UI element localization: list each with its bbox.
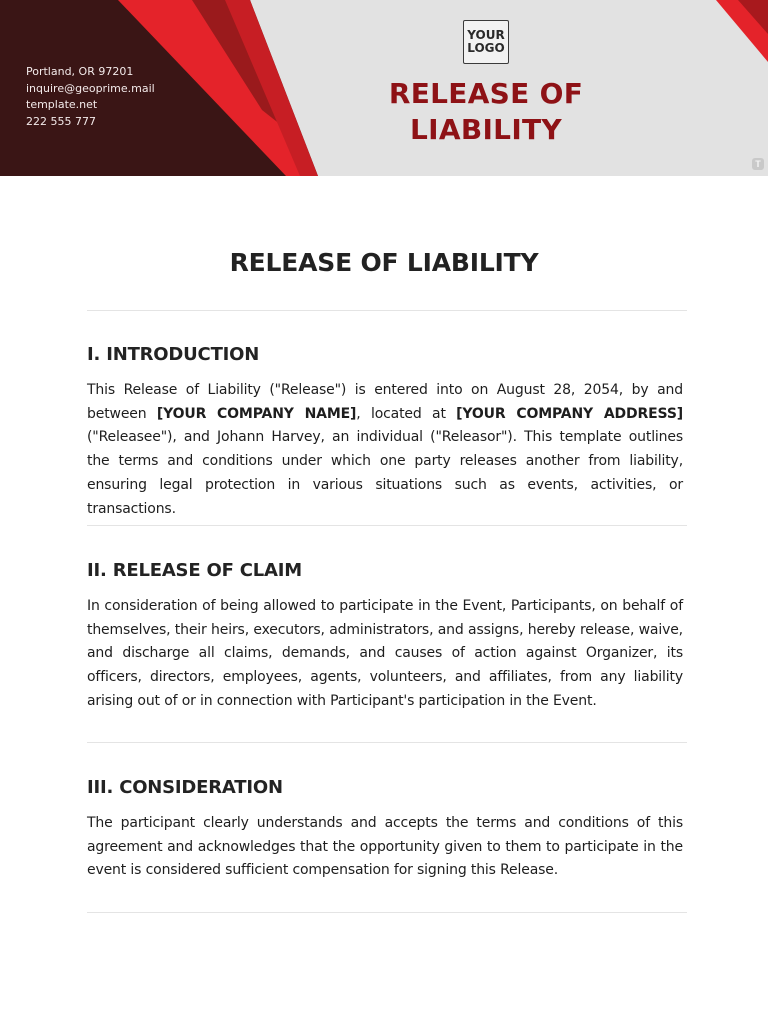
section-consideration [87, 777, 683, 883]
divider [87, 912, 687, 913]
template-mark-icon: T [752, 158, 764, 170]
company-address-placeholder: [YOUR COMPANY ADDRESS] [456, 405, 684, 422]
logo-placeholder [463, 20, 509, 64]
section-body: In consideration of being allowed to participate in the Event, Participants, on behalf of themselves, their heirs, executors, administrators, and assigns, hereby release, waive, and discharge all claims, demands, and causes of action against Organizer, its officers, directors, employees, agents, volunteers, and affiliates, from any liability arising out of or in connection with Participant's participation in the Event. [87, 598, 683, 709]
contact-phone: 222 555 777 [26, 114, 96, 128]
section-body: This Release of Liability ("Release") is entered into on August 28, 2054, by and between [YOUR COMPANY NAME], located at [YOUR COMPANY ADDRESS] ("Releasee"), and Johann Harvey, an individual ("Releasor"). This template outlines the terms and conditions under which one party releases another from liability, ensuring legal protection in various situations such as events, activities, or transactions. [87, 382, 684, 517]
contact-email: inquire@geoprime.mail [26, 81, 155, 95]
header-title-line1: RELEASE OF [388, 77, 584, 110]
section-heading: I. INTRODUCTION [87, 344, 260, 365]
logo-text-line2: LOGO [467, 41, 505, 55]
divider [87, 310, 687, 311]
section-introduction [87, 344, 683, 521]
company-name-placeholder: [YOUR COMPANY NAME] [156, 405, 357, 422]
section-heading: III. CONSIDERATION [87, 777, 283, 798]
header-title-line2: LIABILITY [409, 113, 563, 146]
section-release-of-claim [87, 560, 683, 714]
contact-info [26, 64, 155, 130]
document-title: RELEASE OF LIABILITY [229, 248, 539, 277]
divider [87, 742, 687, 743]
section-body: The participant clearly understands and accepts the terms and conditions of this agreement and acknowledges that the opportunity given to them to participate in the event is considered sufficient compensation for signing this Release. [87, 815, 683, 879]
divider [87, 525, 687, 526]
section-heading: II. RELEASE OF CLAIM [87, 560, 302, 581]
header-banner [0, 0, 768, 176]
logo-text-line1: YOUR [467, 28, 505, 42]
contact-website: template.net [26, 98, 98, 111]
header-title [366, 76, 606, 148]
contact-address: Portland, OR 97201 [26, 65, 134, 78]
